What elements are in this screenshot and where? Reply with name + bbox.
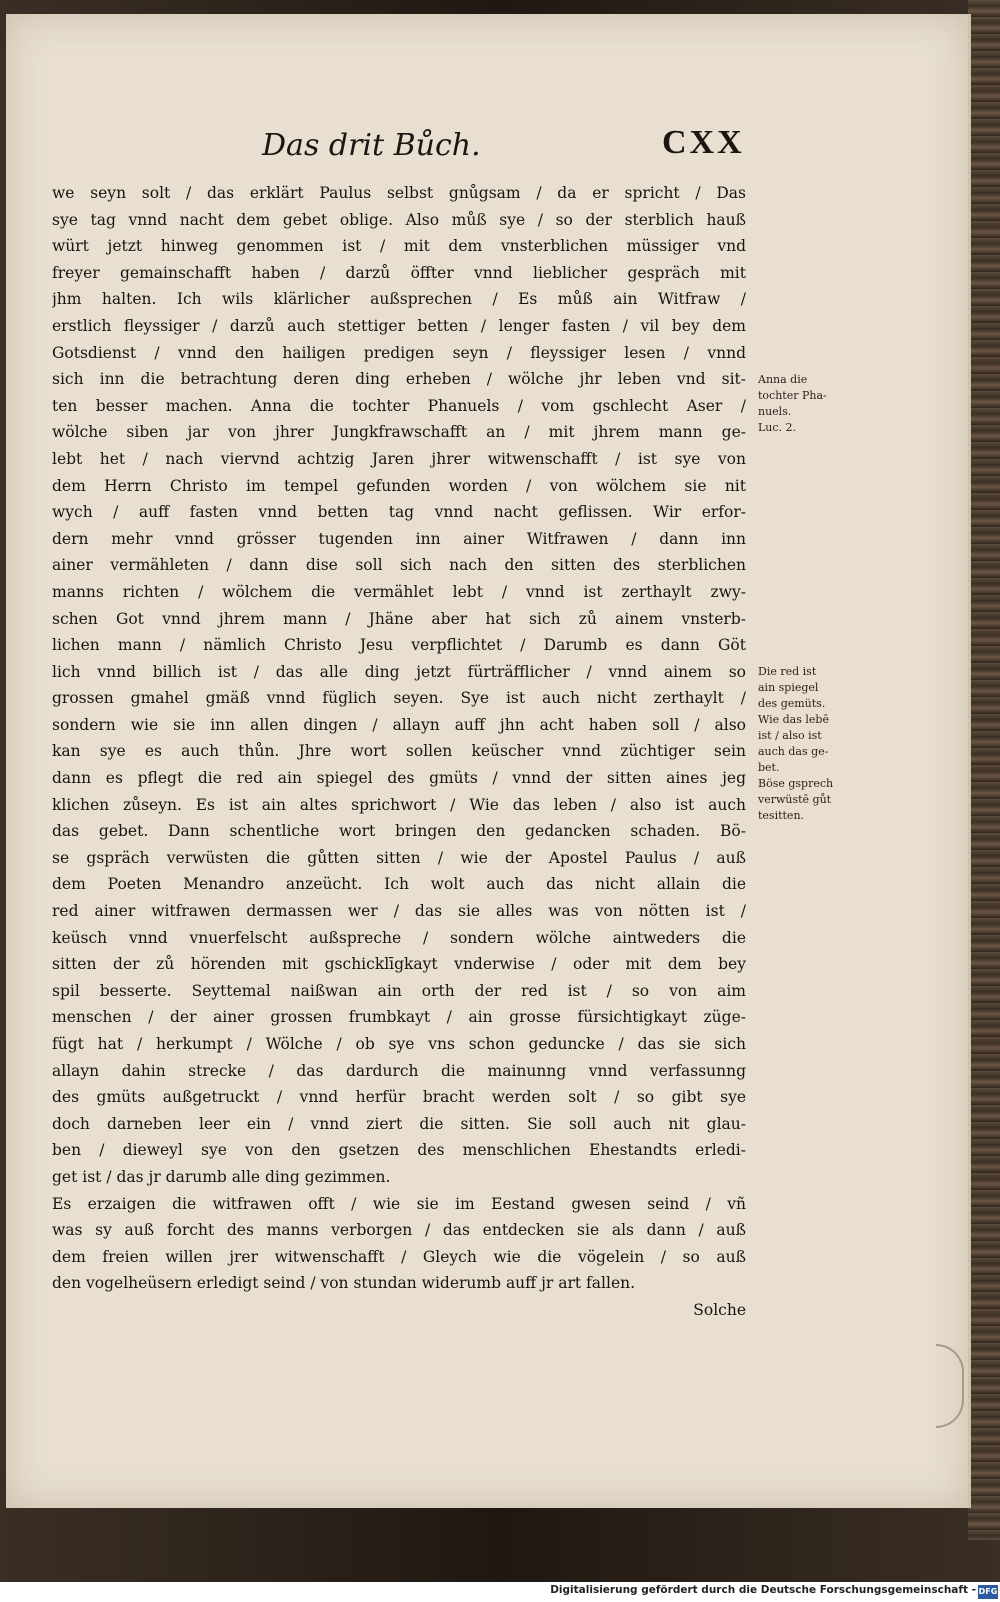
margin-note-line: Böse gsprech: [758, 777, 834, 790]
text-line: sye tag vnnd nacht dem gebet oblige. Also můß sye / so der sterblich hauß: [52, 210, 746, 229]
text-line: kan sye es auch thůn. Jhre wort sollen keüscher vnnd züchtiger sein: [52, 742, 746, 761]
page-fold: [936, 1344, 964, 1428]
text-line: red ainer witfrawen dermassen wer / das sie alles was von nötten ist /: [52, 902, 746, 921]
text-line: lebt het / nach viervnd achtzig Jaren jhrer witwenschafft / ist sye von: [52, 449, 746, 468]
margin-note-line: des gemüts.: [758, 697, 826, 710]
text-line: sich inn die betrachtung deren ding erheben / wölche jhr leben vnd sit-: [52, 370, 746, 389]
text-line: grossen gmahel gmäß vnnd füglich seyen. Sye ist auch nicht zerthaylt /: [52, 689, 746, 708]
text-line: dem Herrn Christo im tempel gefunden worden / von wölchem sie nit: [52, 476, 746, 495]
running-title: Das drit Bůch.: [262, 128, 481, 163]
text-line: wych / auff fasten vnnd betten tag vnnd nacht geflissen. Wir erfor-: [52, 503, 746, 522]
text-line: würt jetzt hinweg genommen ist / mit dem vnsterblichen müssiger vnd: [52, 237, 746, 256]
text-line: ainer vermähleten / dann dise soll sich nach den sitten des sterblichen: [52, 556, 746, 575]
text-line: wölche siben jar von jhrer Jungkfrawschafft an / mit jhrem mann ge-: [52, 423, 746, 442]
text-line: se gspräch verwüsten die gůtten sitten / wie der Apostel Paulus / auß: [52, 848, 746, 867]
text-line: was sy auß forcht des manns verborgen / das entdecken sie als dann / auß: [52, 1221, 746, 1240]
margin-note-line: auch das ge-: [758, 745, 829, 758]
book-edge: [968, 0, 1000, 1540]
text-line: dem Poeten Menandro anzeücht. Ich wolt auch das nicht allain die: [52, 875, 746, 894]
margin-note-line: nuels.: [758, 405, 792, 418]
text-line: Es erzaigen die witfrawen offt / wie sie im Eestand gwesen seind / vñ: [52, 1194, 746, 1213]
dfg-logo-icon: DFG: [978, 1585, 998, 1599]
text-line: allayn dahin strecke / das dardurch die mainunng vnnd verfassunng: [52, 1061, 746, 1080]
margin-note-red-spiegel: [758, 664, 854, 824]
text-line: lich vnnd billich ist / das alle ding jetzt fürträfflicher / vnnd ainem so: [52, 662, 746, 681]
margin-note-line: Die red ist: [758, 665, 817, 678]
text-line: manns richten / wölchem die vermählet lebt / vnnd ist zerthaylt zwy-: [52, 582, 746, 601]
margin-note-line: ist / also ist: [758, 729, 822, 742]
margin-note-line: ain spiegel: [758, 681, 819, 694]
text-line: get ist / das jr darumb alle ding gezimmen.: [52, 1167, 391, 1186]
text-line: doch darneben leer ein / vnnd ziert die sitten. Sie soll auch nit glau-: [52, 1114, 746, 1133]
text-line: sitten der zů hörenden mit gschicklīgkayt vnderwise / oder mit dem bey: [52, 955, 746, 974]
text-line: menschen / der ainer grossen frumbkayt / ain grosse fürsichtigkayt züge-: [52, 1008, 746, 1027]
text-line: jhm halten. Ich wils klärlicher außsprechen / Es můß ain Witfraw /: [52, 290, 746, 309]
text-line: dann es pflegt die red ain spiegel des gmüts / vnnd der sitten aines jeg: [52, 769, 746, 788]
margin-note-line: Anna die: [758, 373, 808, 386]
footer-bar: [0, 1582, 1000, 1602]
margin-note-line: tochter Pha-: [758, 389, 827, 402]
text-line: spil besserte. Seyttemal naißwan ain orth der red ist / so von aim: [52, 981, 746, 1000]
margin-note-line: verwüstē gůt: [758, 793, 832, 806]
text-line: das gebet. Dann schentliche wort bringen den gedancken schaden. Bö-: [52, 822, 746, 841]
main-text-block: [52, 180, 746, 1324]
catchword: Solche: [693, 1300, 746, 1319]
text-line: we seyn solt / das erklärt Paulus selbst gnůgsam / da er spricht / Das: [52, 184, 746, 202]
text-line: freyer gemainschafft haben / darzů öffter vnnd lieblicher gespräch mit: [52, 263, 746, 282]
margin-note-line: tesitten.: [758, 809, 805, 822]
funding-credit: Digitalisierung gefördert durch die Deutsche Forschungsgemeinschaft -: [550, 1584, 976, 1596]
text-line: des gmüts außgetruckt / vnnd herfür bracht werden solt / so gibt sye: [52, 1088, 746, 1107]
margin-note-line: Wie das lebē: [758, 713, 829, 726]
text-line: klichen zůseyn. Es ist ain altes sprichwort / Wie das leben / also ist auch: [52, 795, 746, 814]
text-line: den vogelheüsern erledigt seind / von stundan widerumb auff jr art fallen.: [52, 1274, 636, 1293]
folio-number: CXX: [662, 124, 745, 161]
text-line: Gotsdienst / vnnd den hailigen predigen seyn / fleyssiger lesen / vnnd: [52, 343, 746, 362]
text-line: ten besser machen. Anna die tochter Phanuels / vom gschlecht Aser /: [52, 396, 746, 415]
text-line: dern mehr vnnd grösser tugenden inn ainer Witfrawen / dann inn: [52, 529, 746, 548]
text-line: sondern wie sie inn allen dingen / allayn auff jhn acht haben soll / also: [52, 715, 746, 734]
margin-note-anna: [758, 372, 854, 436]
text-line: ben / dieweyl sye von den gsetzen des menschlichen Ehestandts erledi-: [52, 1141, 746, 1160]
text-line: keüsch vnnd vnuerfelscht außspreche / sondern wölche aintweders die: [52, 928, 746, 947]
text-line: schen Got vnnd jhrem mann / Jhäne aber hat sich zů ainem vnsterb-: [52, 609, 746, 628]
text-line: fügt hat / herkumpt / Wölche / ob sye vns schon geduncke / das sie sich: [52, 1035, 746, 1053]
margin-note-line: Luc. 2.: [758, 421, 797, 434]
text-line: lichen mann / nämlich Christo Jesu verpflichtet / Darumb es dann Göt: [52, 636, 746, 655]
text-line: dem freien willen jrer witwenschafft / Gleych wie die vögelein / so auß: [52, 1247, 746, 1266]
text-line: erstlich fleyssiger / darzů auch stettiger betten / lenger fasten / vil bey dem: [52, 316, 746, 335]
margin-note-line: bet.: [758, 761, 780, 774]
